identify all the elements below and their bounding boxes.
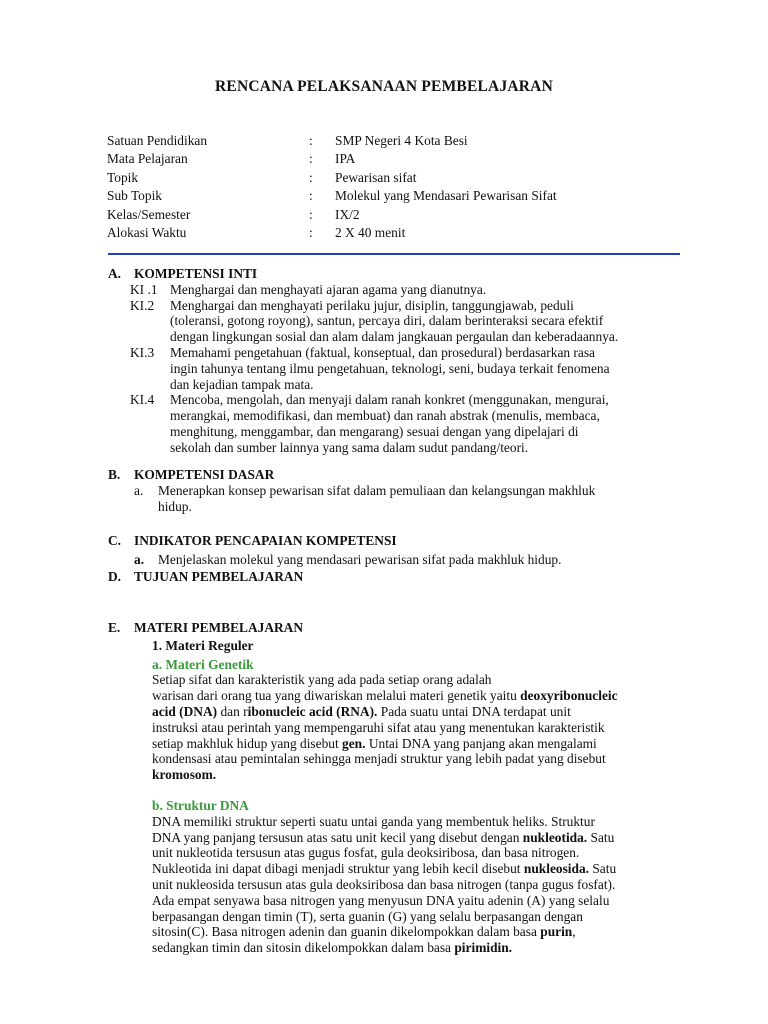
section-kompetensi-inti — [108, 266, 698, 456]
text-run: DNA yang panjang tersusun atas satu unit kecil yang disebut dengan — [152, 829, 523, 845]
ki-line: Mencoba, mengolah, dan menyaji dalam ranah konkret (menggunakan, mengurai, — [170, 392, 609, 408]
section-letter: D. — [108, 569, 122, 584]
info-colon: : — [309, 224, 313, 240]
para-line: DNA memiliki struktur seperti suatu untai ganda yang membentuk heliks. Struktur — [152, 813, 595, 829]
para-line — [152, 704, 698, 720]
term: purin — [540, 924, 573, 940]
para-line: Ada empat senyawa basa nitrogen yang menyusun DNA yaitu adenin (A) yang selalu — [152, 892, 610, 908]
section-heading — [108, 266, 698, 282]
term: gen. — [342, 735, 366, 751]
para-line — [152, 924, 698, 940]
indikator-number: a. — [134, 551, 145, 567]
para-line — [152, 830, 698, 846]
indikator-text: Menjelaskan molekul yang mendasari pewarisan sifat pada makhluk hidup. — [158, 551, 562, 567]
ki-item — [108, 345, 698, 392]
info-label: Kelas/Semester — [107, 206, 191, 222]
ki-number: KI.4 — [130, 392, 155, 408]
para-line: berpasangan dengan timin (T), serta guanin (G) yang selalu berpasangan dengan — [152, 908, 583, 924]
text-run: Untai DNA yang panjang akan mengalami — [365, 735, 597, 751]
ki-line: ingin tahunya tentang ilmu pengetahuan, teknologi, seni, budaya terkait fenomena — [170, 360, 610, 376]
info-label: Sub Topik — [107, 188, 162, 204]
info-colon: : — [309, 169, 313, 185]
materi-genetik — [108, 657, 698, 783]
header-divider — [108, 253, 680, 255]
ki-line: menghitung, menggambar, dan mengarang) sesuai dengan yang dipelajari di — [170, 423, 579, 439]
section-letter: B. — [108, 467, 121, 482]
info-label: Alokasi Waktu — [107, 224, 187, 240]
text-run: Satu — [587, 829, 615, 845]
text-run: sedangkan timin dan sitosin dikelompokkan dalam basa — [152, 940, 455, 956]
term: ibonucleic acid (RNA). — [247, 703, 378, 719]
ki-line: sekolah dan sumber lainnya yang sama dalam sudut pandang/teori. — [170, 439, 529, 455]
ki-line: Menghargai dan menghayati ajaran agama yang dianutnya. — [170, 281, 487, 297]
para-line: kondensasi atau pemintalan sehingga menjadi struktur yang lebih padat yang disebut — [152, 751, 606, 767]
info-value: IPA — [335, 151, 356, 167]
ki-number: KI .1 — [130, 281, 158, 297]
info-row — [107, 207, 707, 225]
section-title: INDIKATOR PENCAPAIAN KOMPETENSI — [134, 533, 397, 548]
ki-item — [108, 282, 698, 298]
text-run: dan r — [217, 703, 248, 719]
info-colon: : — [309, 133, 313, 148]
term: nukleotida. — [522, 829, 588, 845]
info-row — [107, 188, 707, 206]
para-line — [152, 861, 698, 877]
info-value: Molekul yang Mendasari Pewarisan Sifat — [335, 188, 557, 204]
term: nukleosida. — [523, 861, 590, 877]
para-line — [152, 940, 698, 956]
para-line: Setiap sifat dan karakteristik yang ada pada setiap orang adalah — [152, 672, 492, 688]
para-line — [152, 736, 698, 752]
section-title: MATERI PEMBELAJARAN — [134, 620, 303, 635]
para-line — [152, 688, 698, 704]
ki-number: KI.3 — [130, 344, 155, 360]
kd-number: a. — [134, 482, 144, 498]
section-heading — [108, 569, 698, 585]
info-row — [107, 170, 707, 188]
info-label: Topik — [107, 169, 139, 185]
kd-line: Menerapkan konsep pewarisan sifat dalam pemuliaan dan kelangsungan makhluk — [158, 482, 596, 498]
section-materi — [108, 620, 698, 956]
info-value: Pewarisan sifat — [335, 169, 417, 185]
info-row — [107, 133, 707, 151]
term: deoxyribonucleic — [520, 688, 618, 704]
section-letter: A. — [108, 266, 122, 281]
section-kompetensi-dasar — [108, 467, 698, 514]
ki-item — [108, 298, 698, 345]
term: pirimidin. — [454, 940, 513, 956]
info-row — [107, 225, 707, 243]
info-value: SMP Negeri 4 Kota Besi — [335, 133, 468, 148]
ki-line: Memahami pengetahuan (faktual, konseptual, dan prosedural) berdasarkan rasa — [170, 344, 595, 360]
section-indikator — [108, 533, 698, 568]
section-letter: C. — [108, 533, 122, 548]
page-title: RENCANA PELAKSANAAN PEMBELAJARAN — [215, 78, 553, 95]
kd-line: hidup. — [158, 498, 192, 514]
term: acid (DNA) — [152, 703, 218, 719]
ki-line: merangkai, memodifikasi, dan membuat) dan ranah abstrak (menulis, membaca, — [170, 408, 600, 424]
text-run: setiap makhluk hidup yang disebut — [152, 735, 343, 751]
term: kromosom. — [152, 767, 217, 783]
text-run: Pada suatu untai DNA terdapat unit — [377, 703, 571, 719]
section-letter: E. — [108, 620, 121, 635]
section-heading — [108, 533, 698, 549]
ki-number: KI.2 — [130, 297, 155, 313]
section-title: KOMPETENSI INTI — [134, 266, 258, 281]
subsection-heading: b. Struktur DNA — [152, 797, 249, 813]
kd-item — [108, 483, 698, 515]
info-table — [107, 133, 707, 243]
indikator-item — [108, 552, 698, 568]
text-run: , — [572, 924, 576, 940]
info-colon: : — [309, 206, 313, 222]
section-heading — [108, 620, 698, 636]
ki-line: (toleransi, gotong royong), santun, percaya diri, dalam berinteraksi secara efektif — [170, 313, 604, 329]
para-line: unit nukleosida tersusun atas gula deoksiribosa dan basa nitrogen (tanpa gugus fosfat). — [152, 876, 616, 892]
info-label: Satuan Pendidikan — [107, 133, 208, 148]
text-run: Satu — [589, 861, 617, 877]
text-run: Nukleotida ini dapat dibagi menjadi struktur yang lebih kecil disebut — [152, 861, 524, 877]
struktur-dna — [108, 798, 698, 956]
info-value: 2 X 40 menit — [335, 224, 406, 240]
ki-line: dengan lingkungan sosial dan alam dalam jangkauan pergaulan dan keberadaannya. — [170, 329, 619, 345]
info-colon: : — [309, 151, 313, 167]
text-run: sitosin(C). Basa nitrogen adenin dan guanin dikelompokkan dalam basa — [152, 924, 541, 940]
section-title: KOMPETENSI DASAR — [134, 467, 275, 482]
info-label: Mata Pelajaran — [107, 151, 188, 167]
ki-line: dan kejadian tampak mata. — [170, 376, 314, 392]
para-line: unit nukleotida tersusun atas gugus fosfat, gula deoksiribosa, dan basa nitrogen. — [152, 845, 580, 861]
section-tujuan — [108, 569, 698, 585]
info-value: IX/2 — [335, 206, 360, 222]
info-colon: : — [309, 188, 313, 204]
materi-subtitle: 1. Materi Reguler — [152, 637, 254, 653]
para-line: instruksi atau perintah yang mempengaruhi sifat atau yang menentukan karakteristik — [152, 719, 605, 735]
section-heading — [108, 467, 698, 483]
ki-line: Menghargai dan menghayati perilaku jujur, disiplin, tanggungjawab, peduli — [170, 297, 574, 313]
ki-item — [108, 392, 698, 455]
text-run: warisan dari orang tua yang diwariskan melalui materi genetik yaitu — [152, 688, 521, 704]
info-row — [107, 151, 707, 169]
section-title: TUJUAN PEMBELAJARAN — [134, 569, 304, 584]
subsection-heading: a. Materi Genetik — [152, 656, 254, 672]
